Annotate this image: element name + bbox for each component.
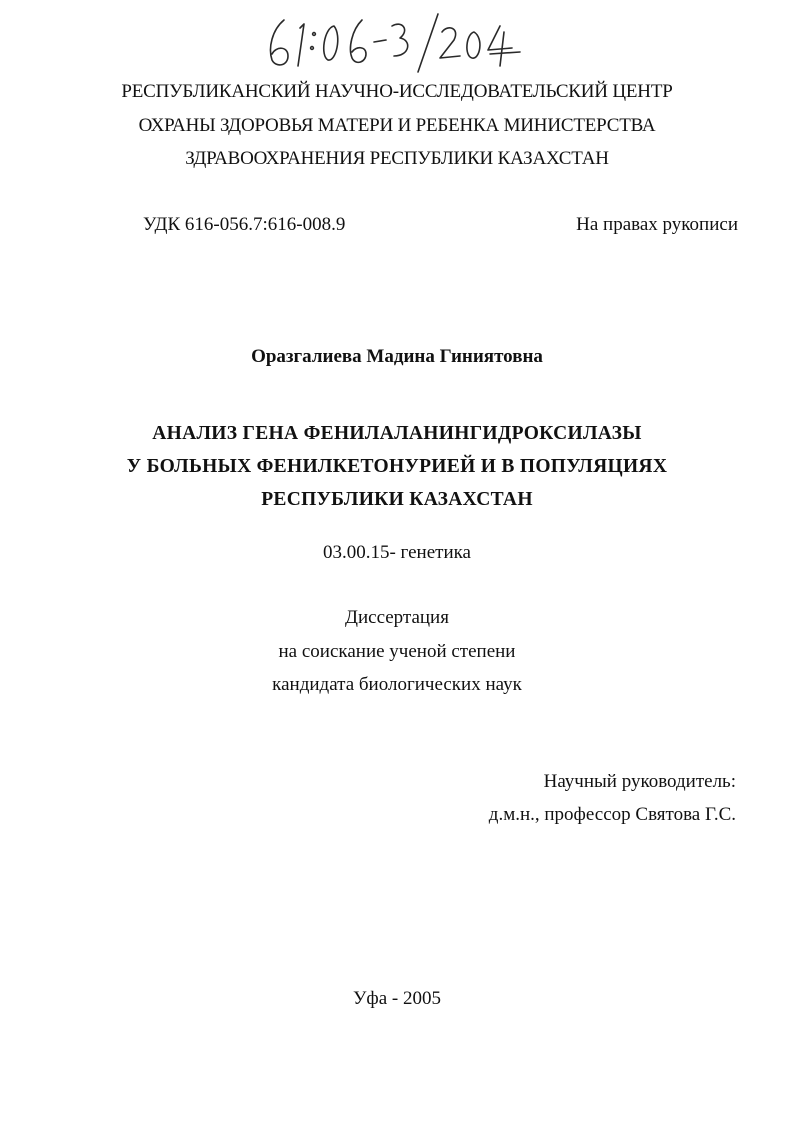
title-line-3: РЕСПУБЛИКИ КАЗАХСТАН bbox=[261, 489, 533, 510]
title-line-2: У БОЛЬНЫХ ФЕНИЛКЕТОНУРИЕЙ И В ПОПУЛЯЦИЯХ bbox=[126, 456, 668, 477]
degree-line-1: Диссертация bbox=[345, 607, 449, 628]
supervisor-label: Научный руководитель: bbox=[543, 771, 736, 792]
rights-notice: На правах рукописи bbox=[576, 214, 738, 235]
degree-line-3: кандидата биологических наук bbox=[272, 674, 522, 695]
place-year: Уфа - 2005 bbox=[352, 988, 442, 1009]
supervisor-name: д.м.н., профессор Святова Г.С. bbox=[488, 804, 736, 825]
author-name: Оразгалиева Мадина Гиниятовна bbox=[251, 346, 543, 367]
degree-line-2: на соискание ученой степени bbox=[278, 641, 516, 662]
title-line-1: АНАЛИЗ ГЕНА ФЕНИЛАЛАНИНГИДРОКСИЛАЗЫ bbox=[152, 423, 642, 444]
handwritten-number-drawing bbox=[262, 8, 522, 74]
institution-line-3: ЗДРАВООХРАНЕНИЯ РЕСПУБЛИКИ КАЗАХСТАН bbox=[185, 148, 609, 169]
specialty-code: 03.00.15- генетика bbox=[322, 542, 471, 563]
udk-code: УДК 616-056.7:616-008.9 bbox=[143, 214, 346, 235]
handwritten-archive-number bbox=[262, 8, 522, 74]
institution-line-1: РЕСПУБЛИКАНСКИЙ НАУЧНО-ИССЛЕДОВАТЕЛЬСКИЙ ЦЕНТР bbox=[121, 81, 673, 102]
institution-line-2: ОХРАНЫ ЗДОРОВЬЯ МАТЕРИ И РЕБЕНКА МИНИСТЕРСТВА bbox=[138, 115, 656, 136]
